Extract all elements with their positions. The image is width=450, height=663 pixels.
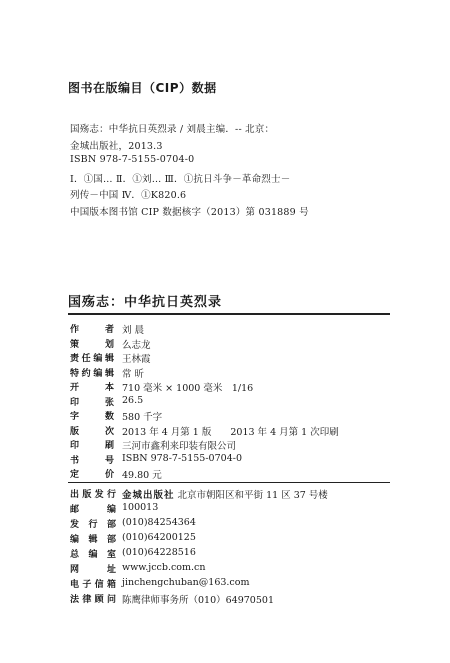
pub-label: 电子信箱 [70,580,116,590]
info-label: 特约编辑 [70,369,114,379]
pub-value: 100013 [122,502,159,513]
pub-label: 法律顾问 [70,595,116,605]
publisher-row [70,487,328,501]
info-value: 26.5 [122,395,144,406]
info-value: 么志龙 [122,340,151,351]
cip-line: 国殇志：中华抗日英烈录 / 刘晨主编．-- 北京： [70,124,275,135]
info-row-special-editor [70,366,144,380]
pub-label: 网址 [70,565,116,575]
info-row-format [70,380,253,394]
pub-label: 邮编 [70,505,116,515]
cip-line: 中国版本图书馆 CIP 数据核字（2013）第 031889 号 [70,207,309,218]
info-value: 580 千字 [122,412,163,423]
info-label: 字数 [70,412,114,422]
cip-line: 金城出版社，2013.3 [70,141,163,152]
info-value: 三河市鑫利来印装有限公司 [122,441,237,452]
info-value: ISBN 978-7-5155-0704-0 [122,453,242,464]
info-value: 刘 晨 [122,325,145,336]
info-row-price [70,467,162,481]
pub-row-legal [70,592,274,606]
pub-value: (010)64200125 [122,532,196,543]
cip-line: Ⅰ．①国… Ⅱ．①刘… Ⅲ．①抗日斗争－革命烈士－ [70,174,291,185]
info-label: 印张 [70,398,114,408]
pub-row-editorial [70,532,196,546]
title-divider [68,313,390,315]
info-label: 开本 [70,383,114,393]
pub-value: jinchengchuban@163.com [122,577,250,588]
info-label: 版次 [70,427,114,437]
publisher-label: 出版发行 [70,490,116,500]
info-value: 2013 年 4 月第 1 版 2013 年 4 月第 1 次印刷 [122,427,339,438]
pub-row-chief-office [70,547,196,561]
info-label: 定价 [70,470,114,480]
pub-value: (010)64228516 [122,547,196,558]
pub-label: 编辑部 [70,535,116,545]
pub-label: 发行部 [70,520,116,530]
pub-value: www.jccb.com.cn [122,562,206,573]
info-value: 710 毫米 × 1000 毫米 1/16 [122,383,254,394]
pub-row-postcode [70,502,158,516]
pub-value: 陈鹰律师事务所（010）64970501 [122,595,274,606]
info-label: 责任编辑 [70,354,114,364]
info-row-word-count [70,409,162,423]
pub-row-distribution [70,517,196,531]
pub-label: 总编室 [70,550,116,560]
publisher-address: 北京市朝阳区和平街 11 区 37 号楼 [177,490,328,501]
info-row-isbn [70,453,242,467]
publisher-divider [68,482,390,483]
info-row-author [70,322,144,336]
info-value: 常 昕 [122,369,145,380]
info-value: 王林霞 [122,354,151,365]
book-title: 国殇志：中华抗日英烈录 [68,295,223,310]
cip-heading: 图书在版编目（CIP）数据 [68,81,217,95]
cip-line: 列传－中国 Ⅳ．①K820.6 [70,190,187,201]
info-row-edition [70,424,339,438]
info-label: 作者 [70,325,114,335]
pub-value: (010)84254364 [122,517,196,528]
pub-row-website [70,562,205,576]
info-row-sheets [70,395,143,409]
pub-row-email [70,577,250,591]
publisher-name: 金城出版社 [122,490,175,501]
info-label: 印刷 [70,441,114,451]
cip-line: ISBN 978-7-5155-0704-0 [70,154,195,165]
info-label: 策划 [70,340,114,350]
info-row-planner [70,337,151,351]
info-row-printer [70,438,236,452]
info-value: 49.80 元 [122,470,162,481]
info-row-editor [70,351,151,365]
info-label: 书号 [70,456,114,466]
